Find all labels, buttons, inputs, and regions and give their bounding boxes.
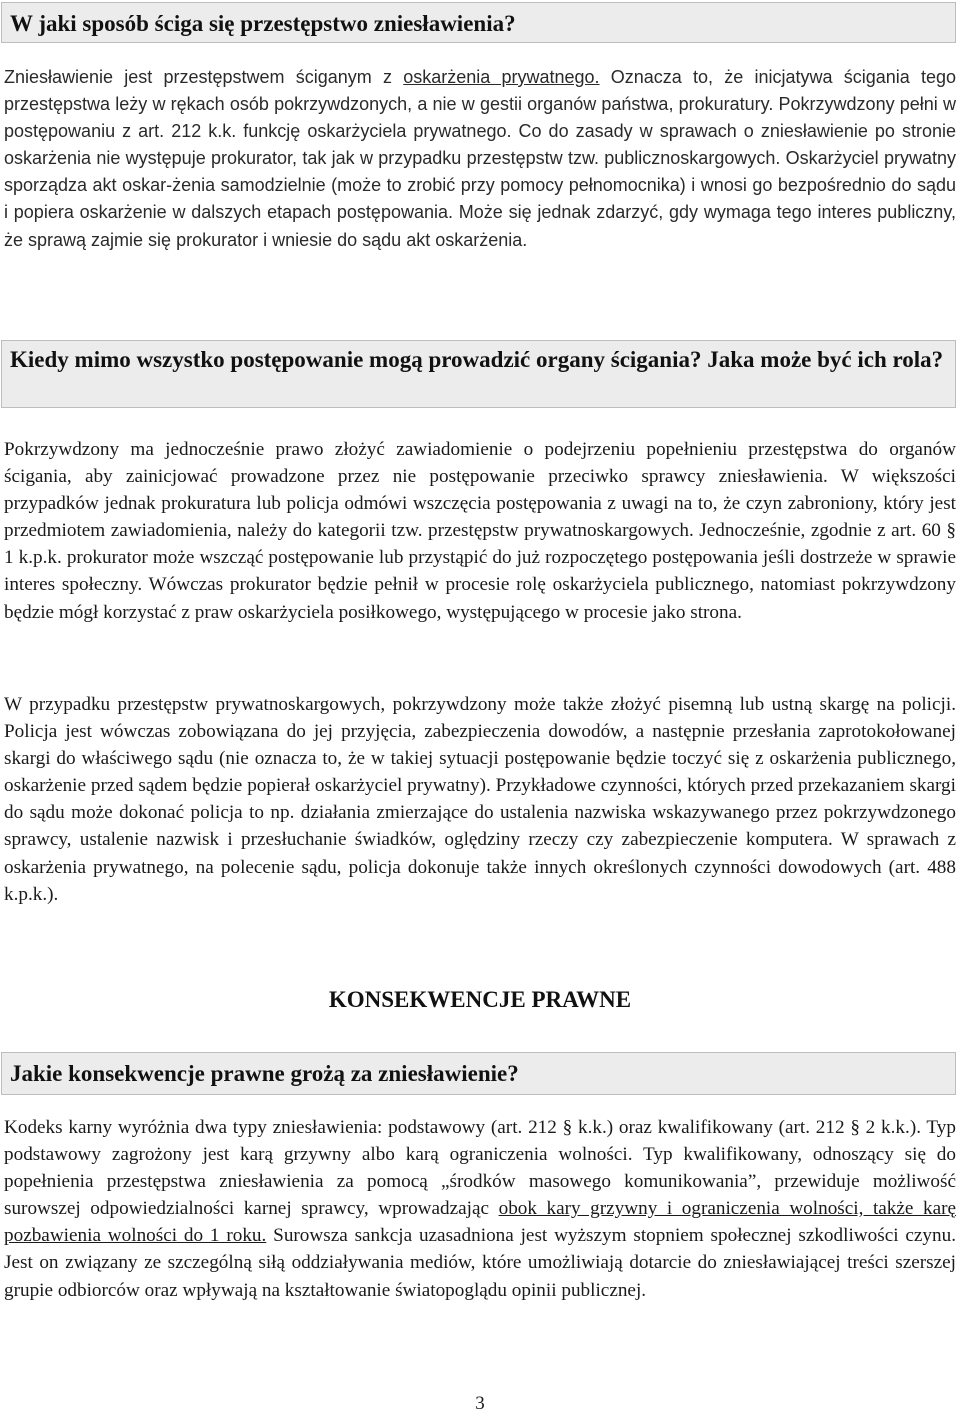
- section-heading-prosecution: W jaki sposób ściga się przestępstwo zniesławienia?: [1, 2, 956, 43]
- paragraph-text: Oznacza to, że inicjatywa ścigania tego przestępstwa leży w rękach osób pokrzywdzonych, a nie w gestii organów państwa, prokuratury. Pokrzywdzony pełni w postępowaniu z art. 212 k.k. funkcję oskarżyciela prywatnego. Co do zasady w sprawach o zniesławienie po stronie oskarżenia nie występuje prokurator, tak jak w przypadku przestępstw tzw. publicznoskargowych. Oskarżyciel prywatny sporządza akt oskar-żenia samodzielnie (może to zrobić przy pomocy pełnomocnika) i wnosi go bezpośrednio do sądu i popiera oskarżenie w dalszych etapach postępowania. Może się jednak zdarzyć, gdy wymaga tego interes publiczny, że sprawą zajmie się prokurator i wniesie do sądu akt oskarżenia.: [4, 67, 957, 250]
- underlined-penalty-text: obok kary grzywny i ograniczenia wolności, także karę pozbawienia wolności do 1 roku.: [4, 1198, 957, 1247]
- paragraph-notification: Pokrzywdzony ma jednocześnie prawo złożyć zawiadomienie o podejrzeniu popełnieniu przestępstwa do organów ścigania, aby zainicjować prowadzone przez nie postępowanie przeciwko sprawcy zniesławienia. W większości przypadków jednak prokuratura lub policja odmówi wszczęcia postępowania z uwagi na to, że czyn zabroniony, który jest przedmiotem zawiadomienia, należy do kategorii tzw. przestępstw prywatnoskargowych. Jednocześnie, zgodnie z art. 60 § 1 k.p.k. prokurator może wszcząć postępowanie lub przystąpić do już rozpoczętego postępowania jeśli dostrzeże w sprawie interes społeczny. Wówczas prokurator będzie pełnił w procesie rolę oskarżyciela publicznego, natomiast pokrzywdzony będzie mógł korzystać z praw oskarżyciela posiłkowego, występującego w procesie jako strona.: [4, 439, 956, 623]
- paragraph-penalties: [4, 1114, 956, 1304]
- section-heading-consequences: Jakie konsekwencje prawne grożą za zniesławienie?: [1, 1052, 956, 1095]
- paragraph-prosecution: [4, 64, 956, 254]
- section-heading-law-enforcement: Kiedy mimo wszystko postępowanie mogą prowadzić organy ścigania? Jaka może być ich rola?: [1, 340, 956, 408]
- paragraph-text: Zniesławienie jest przestępstwem ściganym z: [4, 67, 404, 87]
- private-prosecution-link[interactable]: oskarżenia prywatnego.: [403, 67, 600, 87]
- paragraph-text: Surowsza sankcja uzasadniona jest wyższym stopniem społecznej szkodliwości czynu. Jest on związany ze szczególną siłą oddziaływania mediów, które umożliwiają dotarcie do zniesławiającej treści szerszej grupie odbiorców oraz wpływają na kształtowanie światopoglądu opinii publicznej.: [4, 1225, 956, 1301]
- section-title-legal-consequences: KONSEKWENCJE PRAWNE: [328, 987, 632, 1012]
- page-number: 3: [475, 1393, 485, 1414]
- paragraph-text: Kodeks karny wyróżnia dwa typy zniesławienia: podstawowy (art. 212 § k.k.) oraz kwalifikowany (art. 212 § 2 k.k.). Typ podstawowy zagrożony jest karą grzywny albo karą ograniczenia wolności. Typ kwalifikowany, odnoszący się do popełnienia przestępstwa zniesławienia za pomocą „środków masowego komunikowania”, przewiduje możliwość surowszej odpowiedzialności karnej sprawcy, wprowadzając: [4, 1117, 956, 1220]
- paragraph-police-complaint: W przypadku przestępstw prywatnoskargowych, pokrzywdzony może także złożyć pisemną lub ustną skargę na policji. Policja jest wówczas zobowiązana do jej przyjęcia, zabezpieczenia dowodów, a następnie przesłania zaprotokołowanej skargi do właściwego sądu (nie oznacza to, że w takiej sytuacji postępowanie będzie toczyć się z oskarżenia publicznego, oskarżenie przed sądem będzie popierał oskarżyciel prywatny). Przykładowe czynności, których przed przekazaniem skargi do sądu może dokonać policja to np. działania zmierzające do ustalenia nazwiska wskazywanego przez pokrzywdzonego sprawcy, ustalenie nazwisk i przesłuchanie świadków, oględziny rzeczy czy zabezpieczenie komputera. W sprawach z oskarżenia prywatnego, na polecenie sądu, policja dokonuje także innych określonych czynności dowodowych (art. 488 k.p.k.).: [4, 694, 956, 905]
